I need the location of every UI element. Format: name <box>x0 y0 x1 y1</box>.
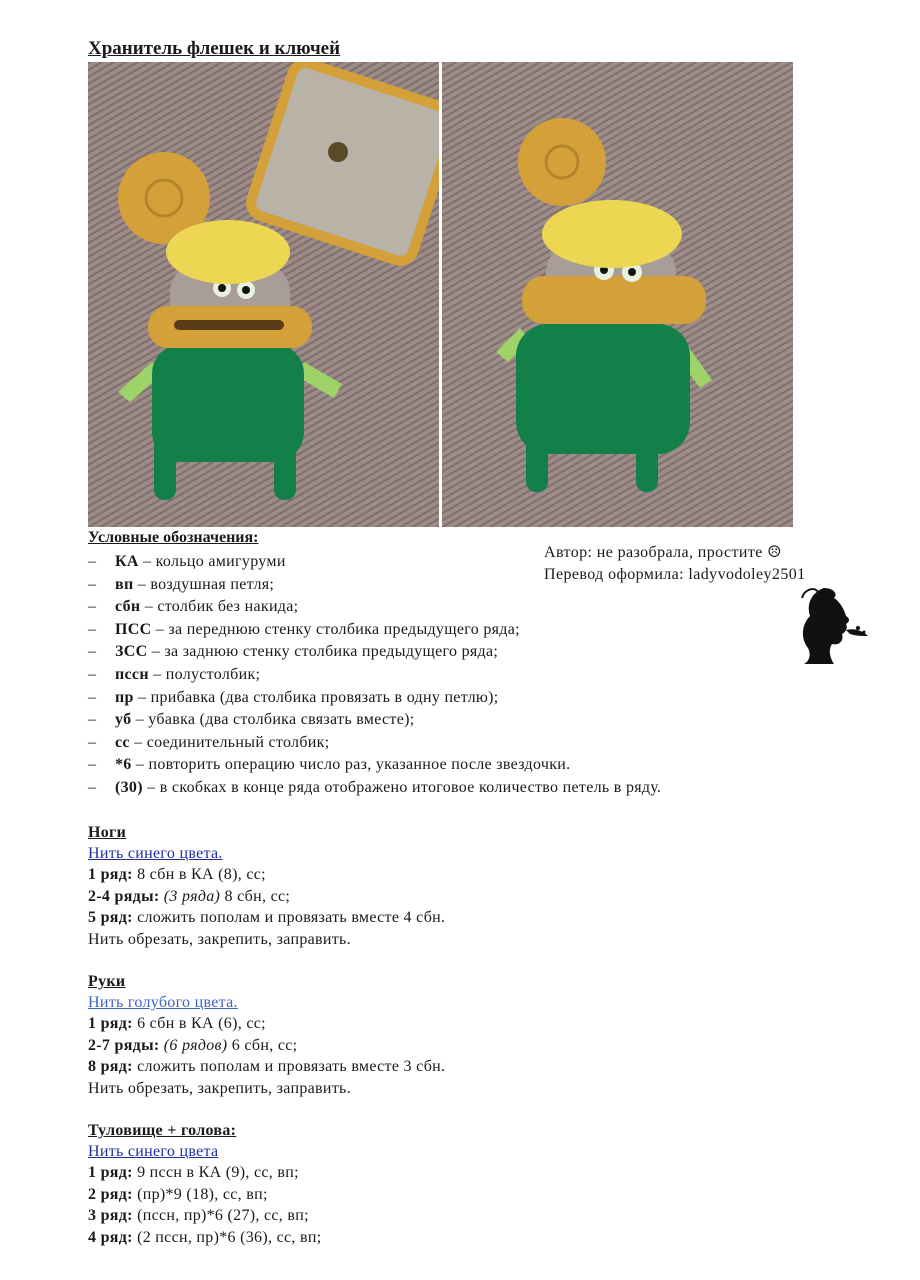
pattern-row: 2 ряд: (пр)*9 (18), сс, вп; <box>88 1185 268 1203</box>
photo-right <box>442 62 793 527</box>
section-body <box>88 1120 321 1248</box>
list-item: – уб – убавка (два столбика связать вместе); <box>88 711 415 729</box>
credits <box>544 542 806 586</box>
legend-title: Условные обозначения: <box>88 529 259 546</box>
pattern-row: 1 ряд: 8 сбн в КА (8), сс; <box>88 866 266 883</box>
ball-figure <box>518 118 606 206</box>
pattern-row: 2-7 ряды: (6 рядов) 6 сбн, сс; <box>88 1036 298 1054</box>
section-arms <box>88 971 445 1099</box>
author-credit: Автор: не разобрала, простите ☹ <box>544 544 782 561</box>
pattern-row: 3 ряд: (пссн, пр)*6 (27), сс, вп; <box>88 1207 309 1224</box>
section-title: Руки <box>88 973 126 990</box>
list-item: – КА – кольцо амигуруми <box>88 553 286 570</box>
pattern-row: 4 ряд: (2 пссн, пр)*6 (36), сс, вп; <box>88 1228 322 1246</box>
list-item: – сс – соединительный столбик; <box>88 733 330 751</box>
finish-note: Нить обрезать, закрепить, заправить. <box>88 1079 351 1097</box>
list-item: – (30) – в скобках в конце ряда отображено итоговое количество петель в ряду. <box>88 778 662 796</box>
list-item: – сбн – столбик без накида; <box>88 598 299 616</box>
yarn-link[interactable]: Нить синего цвета <box>88 1143 219 1160</box>
list-item: – пссн – полустолбик; <box>88 665 261 683</box>
pattern-row: 1 ряд: 9 пссн в КА (9), сс, вп; <box>88 1164 299 1181</box>
list-item: – *6 – повторить операцию число раз, указанное после звездочки. <box>88 756 571 774</box>
pattern-row: 8 ряд: сложить пополам и провязать вместе 3 сбн. <box>88 1058 446 1075</box>
legend-list <box>88 551 661 800</box>
section-title: Ноги <box>88 824 127 841</box>
pattern-row: 5 ряд: сложить пополам и провязать вместе 4 сбн. <box>88 909 446 926</box>
photo-left <box>88 62 439 527</box>
silhouette-logo-icon <box>794 586 876 664</box>
pattern-row: 1 ряд: 6 сбн в КА (6), сс; <box>88 1015 266 1032</box>
translator-credit: Перевод оформила: ladyvodoley2501 <box>544 566 806 583</box>
section-title: Туловище + голова: <box>88 1122 237 1139</box>
list-item: – ЗСС – за заднюю стенку столбика предыдущего ряда; <box>88 643 499 661</box>
finish-note: Нить обрезать, закрепить, заправить. <box>88 930 351 948</box>
section-legs <box>88 822 445 950</box>
list-item: – пр – прибавка (два столбика провязать в одну петлю); <box>88 688 499 706</box>
yarn-link[interactable]: Нить голубого цвета. <box>88 994 238 1011</box>
yarn-link[interactable]: Нить синего цвета. <box>88 845 223 862</box>
pattern-row: 2-4 ряды: (3 ряда) 8 сбн, сс; <box>88 887 291 905</box>
page-title: Хранитель флешек и ключей <box>88 38 341 59</box>
list-item: – ПСС – за переднюю стенку столбика предыдущего ряда; <box>88 620 520 638</box>
list-item: – вп – воздушная петля; <box>88 575 275 593</box>
